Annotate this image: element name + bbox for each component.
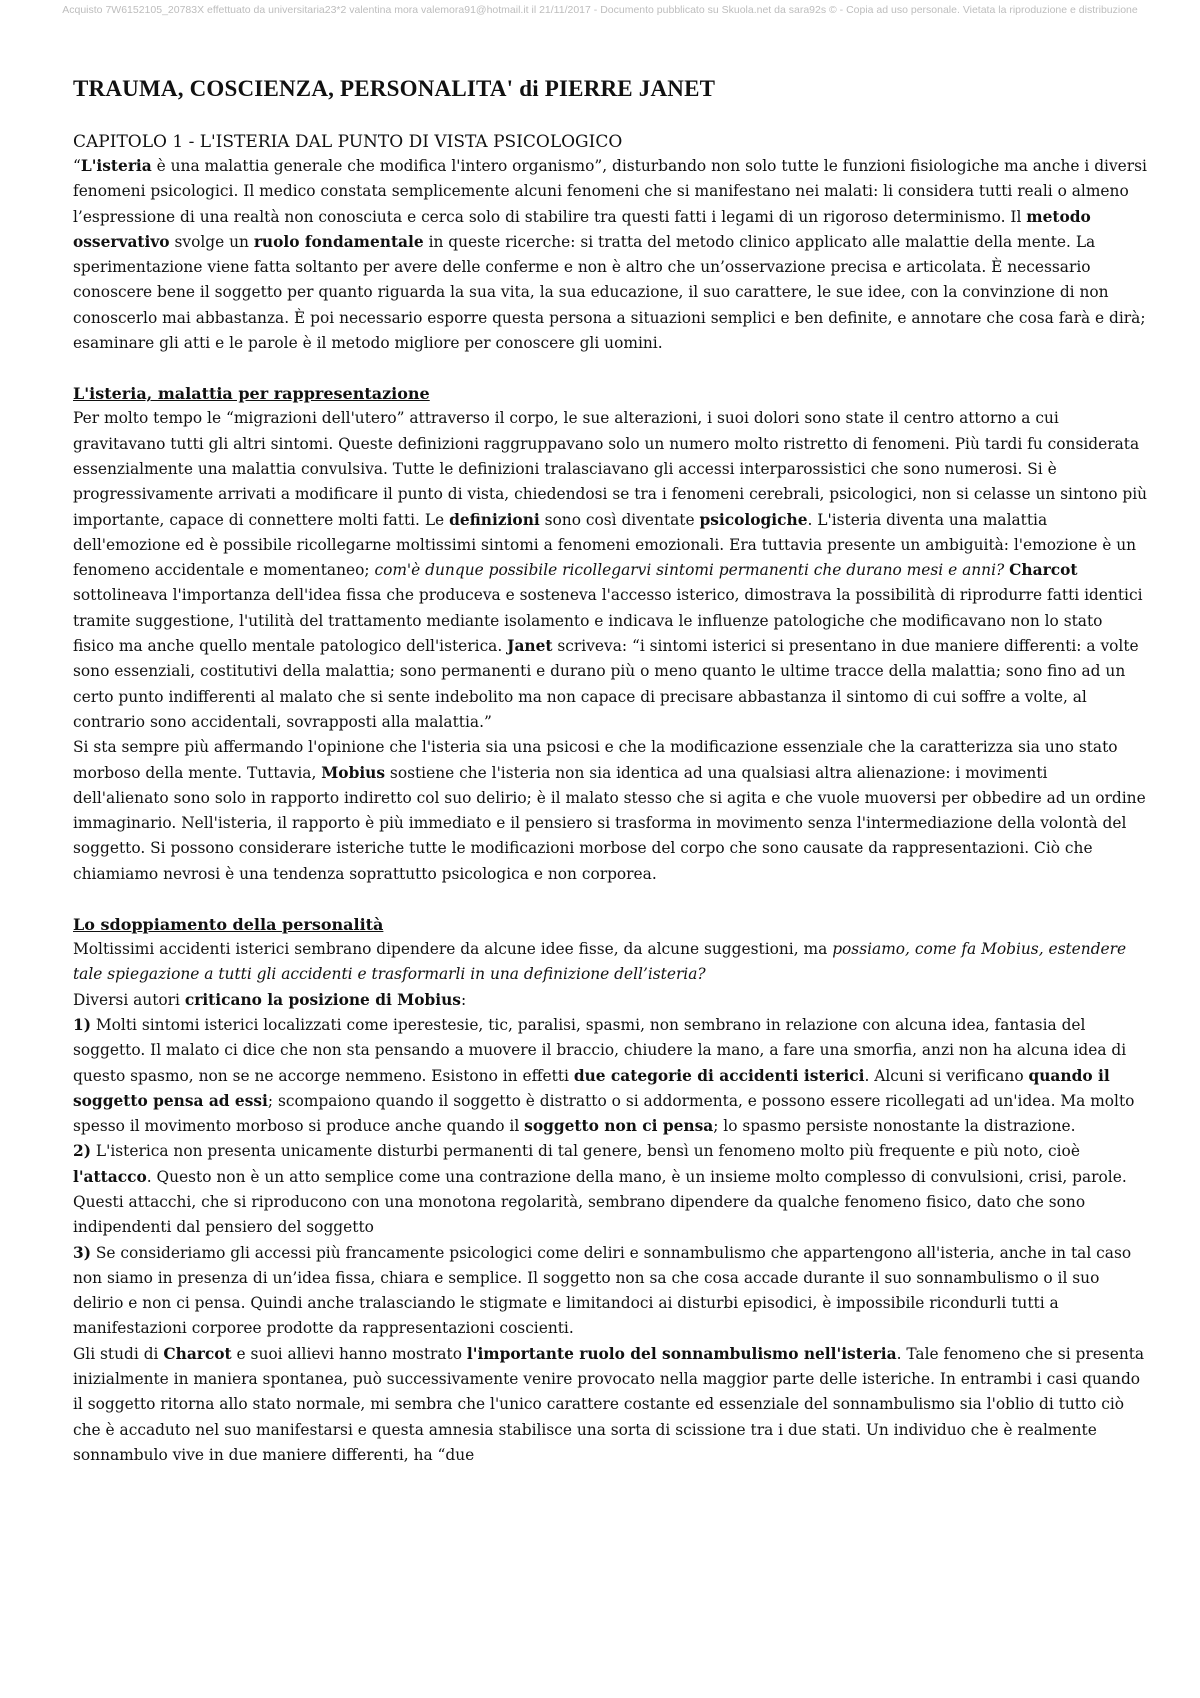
- paragraph: Diversi autori criticano la posizione di Mobius:: [73, 990, 467, 1009]
- copyright-watermark: Acquisto 7W6152105_20783X effettuato da universitaria23*2 valentina mora valemora91@hotmail.it il 21/11/2017 - Documento pubblicato su Skuola.net da sara92s © - Copia ad uso personale. Vietata la riproduzione e distribuzione: [62, 4, 1138, 16]
- chapter-heading: CAPITOLO 1 - L'ISTERIA DAL PUNTO DI VISTA PSICOLOGICO: [73, 132, 623, 152]
- paragraph: Per molto tempo le “migrazioni dell'utero” attraverso il corpo, le sue alterazioni, i suoi dolori sono state il centro attorno a cui gravitavano tutti gli altri sintomi. Queste definizioni raggruppavano solo un numero molto ristretto di fenomeni. Più tardi fu considerata essenzialmente una malattia convulsiva. Tutte le definizioni tralasciavano gli accessi interparossistici che sono numerosi. Si è progressivamente arrivati a modificare il punto di vista, chiedendosi se tra i fenomeni cerebrali, psicologici, non si celasse un sintono più importante, capace di connettere molti fatti. Le definizioni sono così diventate psicologiche. L'isteria diventa una malattia dell'emozione ed è possibile ricollegarne moltissimi sintomi a fenomeni emozionali. Era tuttavia presente un ambiguità: l'emozione è un fenomeno accidentale e momentaneo; com'è dunque possibile ricollegarvi sintomi permanenti che durano mesi e anni? Charcot sottolineava l'importanza dell'idea fissa che produceva e sosteneva l'accesso isterico, dimostrava la possibilità di riprodurre fatti identici tramite suggestione, l'utilità del trattamento mediante isolamento e indicava le influenze patologiche che modificavano non lo stato fisico ma anche quello mentale patologico dell'isterica. Janet scriveva: “i sintomi isterici si presentano in due maniere differenti: a volte sono essenziali, costitutivi della malattia; sono permanenti e durano più o meno quanto le ultime tracce della malattia; sono fino ad un certo punto indifferenti al malato che si sente indebolito ma non capace di precisare abbastanza il sintomo di cui soffre a volte, al contrario sono accidentali, sovrapposti alla malattia.”: [73, 409, 1148, 731]
- intro-paragraph: “L'isteria è una malattia generale che modifica l'intero organismo”, disturbando non solo tutte le funzioni fisiologiche ma anche i diversi fenomeni psicologici. Il medico constata semplicemente alcuni fenomeni che si manifestano nei malati: li considera tutti reali o almeno l’espressione di una realtà non conosciuta e cerca solo di stabilire tra questi fatti i legami di un rigoroso determinismo. Il metodo osservativo svolge un ruolo fondamentale in queste ricerche: si tratta del metodo clinico applicato alle malattie della mente. La sperimentazione viene fatta soltanto per avere delle conferme e non è altro che un’osservazione precisa e articolata. È necessario conoscere bene il soggetto per quanto riguarda la sua vita, la sua educazione, il suo carattere, le sue idee, con la convinzione di non conoscerlo mai abbastanza. È poi necessario esporre questa persona a situazioni semplici e ben definite, e annotare che cosa farà e dirà; esaminare gli atti e le parole è il metodo migliore per conoscere gli uomini.: [73, 157, 1147, 353]
- document-page: [73, 76, 1148, 1468]
- paragraph: Gli studi di Charcot e suoi allievi hanno mostrato l'importante ruolo del sonnambulismo nell'isteria. Tale fenomeno che si presenta inizialmente in maniera spontanea, può successivamente venire provocato nella maggior parte delle isteriche. In entrambi i casi quando il soggetto ritorna allo stato normale, mi sembra che l'unico carattere costante ed essenziale del sonnambulismo sia l'oblio di tutto ciò che è accaduto nel suo manifestarsi e questa amnesia stabilisce una sorta di scissione tra i due stati. Un individuo che è realmente sonnambulo vive in due maniere differenti, ha “due: [73, 1344, 1145, 1464]
- numbered-point: 3) Se consideriamo gli accessi più francamente psicologici come deliri e sonnambulismo che appartengono all'isteria, anche in tal caso non siamo in presenza di un’idea fissa, chiara e semplice. Il soggetto non sa che cosa accade durante il suo sonnambulismo o il suo delirio e non ci pensa. Quindi anche tralasciando le stigmate e limitandoci ai disturbi episodici, è impossibile ricondurli tutti a manifestazioni corporee prodotte da rappresentazioni coscienti.: [73, 1243, 1132, 1338]
- section-heading-rappresentazione: L'isteria, malattia per rappresentazione: [73, 384, 430, 404]
- document-title: TRAUMA, COSCIENZA, PERSONALITA' di PIERRE JANET: [73, 76, 716, 101]
- paragraph: Si sta sempre più affermando l'opinione che l'isteria sia una psicosi e che la modificazione essenziale che la caratterizza sia uno stato morboso della mente. Tuttavia, Mobius sostiene che l'isteria non sia identica ad una qualsiasi altra alienazione: i movimenti dell'alienato sono solo in rapporto indiretto col suo delirio; è il malato stesso che si agita e che vuole muoversi per obbedire ad un ordine immaginario. Nell'isteria, il rapporto è più immediato e il pensiero si trasforma in movimento senza l'intermediazione della volontà del soggetto. Si possono considerare isteriche tutte le modificazioni morbose del corpo che sono causate da rappresentazioni. Ciò che chiamiamo nevrosi è una tendenza soprattutto psicologica e non corporea.: [73, 738, 1146, 883]
- paragraph: Moltissimi accidenti isterici sembrano dipendere da alcune idee fisse, da alcune suggestioni, ma possiamo, come fa Mobius, estendere tale spiegazione a tutti gli accidenti e trasformarli in una definizione dell’isteria?: [73, 940, 1127, 984]
- numbered-point: 2) L'isterica non presenta unicamente disturbi permanenti di tal genere, bensì un fenomeno molto più frequente e più noto, cioè l'attacco. Questo non è un atto semplice come una contrazione della mano, è un insieme molto complesso di convulsioni, crisi, parole. Questi attacchi, che si riproducono con una monotona regolarità, sembrano dipendere da qualche fenomeno fisico, dato che sono indipendenti dal pensiero del soggetto: [73, 1142, 1127, 1237]
- section-heading-sdoppiamento: Lo sdoppiamento della personalità: [73, 915, 384, 935]
- numbered-point: 1) Molti sintomi isterici localizzati come iperestesie, tic, paralisi, spasmi, non sembrano in relazione con alcuna idea, fantasia del soggetto. Il malato ci dice che non sta pensando a muovere il braccio, chiudere la mano, a fare una smorfia, anzi non ha alcuna idea di questo spasmo, non se ne accorge nemmeno. Esistono in effetti due categorie di accidenti isterici. Alcuni si verificano quando il soggetto pensa ad essi; scompaiono quando il soggetto è distratto o si addormenta, e possono essere ricollegati ad un'idea. Ma molto spesso il movimento morboso si produce anche quando il soggetto non ci pensa; lo spasmo persiste nonostante la distrazione.: [73, 1015, 1135, 1136]
